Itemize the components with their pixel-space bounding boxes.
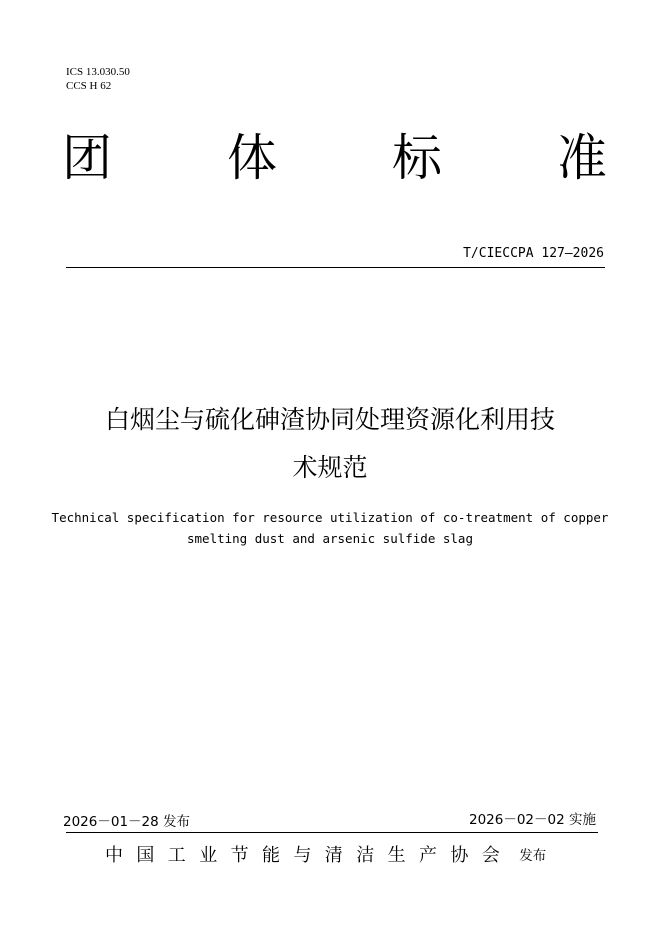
- standard-number: T/CIECCPA 127—2026: [463, 246, 604, 261]
- document-type-char: 准: [557, 129, 607, 187]
- chinese-title-line: 白烟尘与硫化砷渣协同处理资源化利用技: [104, 405, 555, 434]
- publisher-name: 中国工业节能与清洁生产协会: [105, 845, 514, 866]
- header-divider: [66, 267, 605, 268]
- publisher-suffix: 发布: [519, 848, 547, 864]
- document-type-char: 团: [62, 129, 112, 187]
- implementation-date: 2026－02－02 实施: [468, 812, 596, 828]
- footer-divider: [66, 832, 598, 833]
- chinese-title: [40, 396, 620, 492]
- document-type-char: 标: [392, 129, 442, 187]
- english-title-line: Technical specification for resource utilization of co-treatment of copper: [51, 510, 609, 525]
- issue-date: 2026－01－28 发布: [63, 814, 191, 830]
- classification-codes: [66, 65, 130, 93]
- publisher-line: [105, 840, 546, 868]
- document-type-char: 体: [227, 129, 277, 187]
- chinese-title-line: 术规范: [292, 453, 368, 482]
- ccs-code: CCS H 62: [66, 80, 112, 92]
- english-title: [30, 507, 630, 549]
- ics-code: ICS 13.030.50: [66, 66, 130, 78]
- document-type-heading: [62, 128, 607, 188]
- english-title-line: smelting dust and arsenic sulfide slag: [187, 531, 473, 546]
